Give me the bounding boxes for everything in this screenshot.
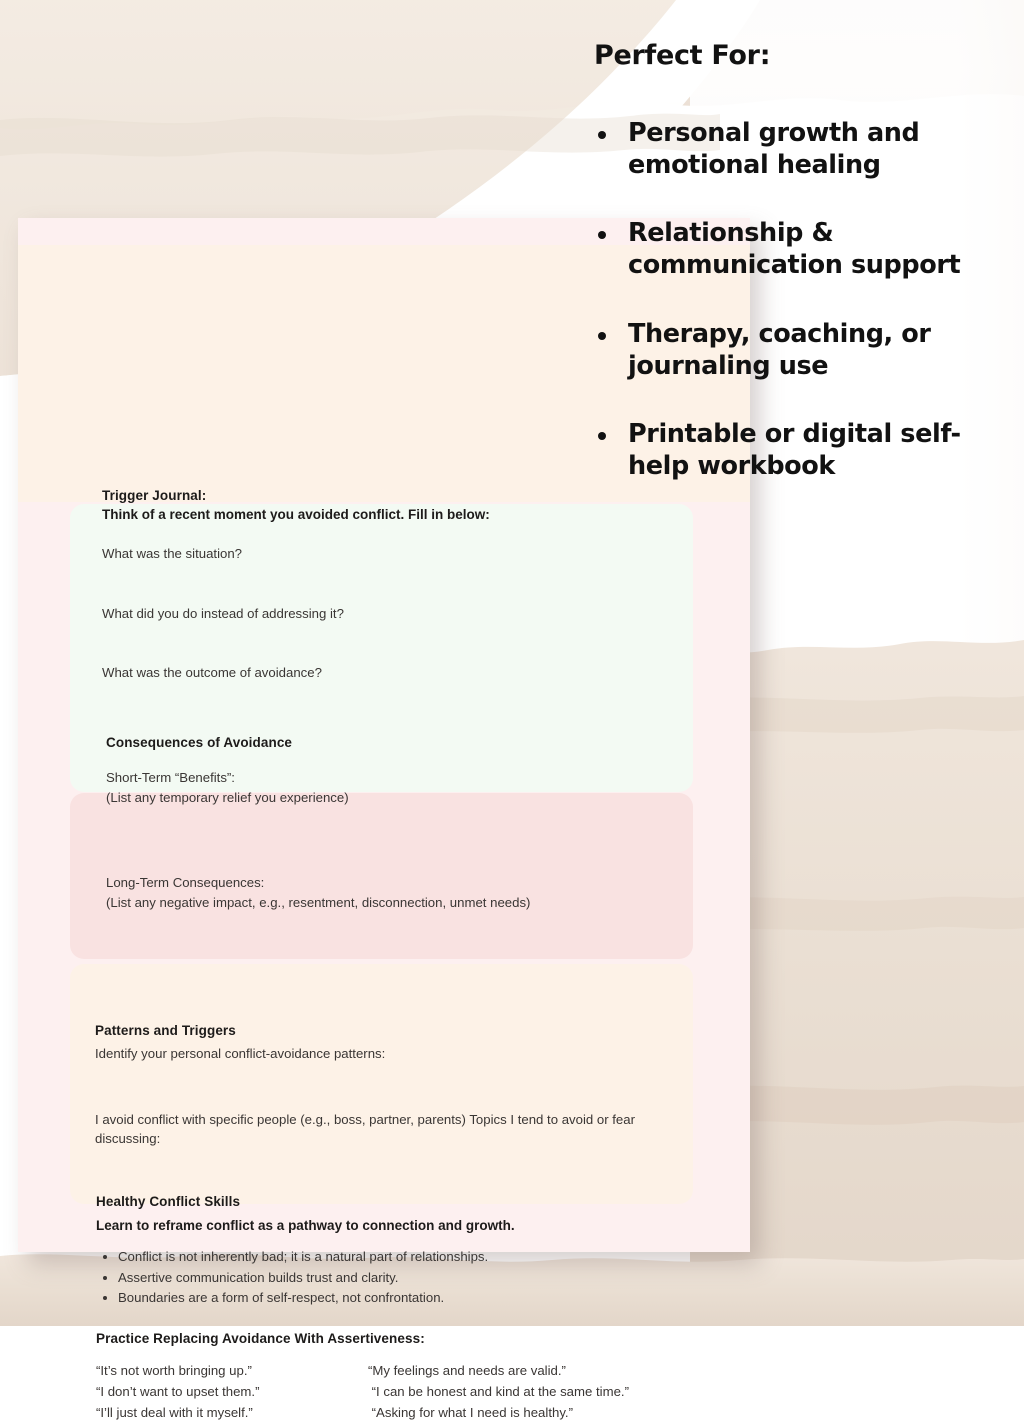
promo-bullet-item [586, 117, 1006, 181]
consequences-section [106, 733, 696, 912]
promo-panel [586, 40, 1006, 518]
trigger-journal-heading: Trigger Journal: [102, 488, 207, 503]
trigger-journal-question-2: What did you do instead of addressing it? [102, 605, 344, 621]
avoidant-phrase: “I’ll just deal with it myself.” [96, 1404, 253, 1420]
patterns-heading: Patterns and Triggers [95, 1023, 236, 1038]
skills-bullet-list [118, 1247, 696, 1308]
short-term-label: Short-Term “Benefits”: [106, 770, 235, 786]
promo-bullet-text: Printable or digital self-help workbook [628, 418, 961, 481]
practice-heading: Practice Replacing Avoidance With Assertiveness: [96, 1330, 425, 1346]
bullet-dot-icon [598, 231, 606, 239]
promo-bullet-text: Personal growth and emotional healing [628, 118, 920, 181]
skills-bullet: • Assertive communication builds trust and clarity. [118, 1268, 696, 1288]
long-term-label: Long-Term Consequences: [106, 875, 265, 891]
promo-bullet-item [586, 217, 1006, 281]
skills-heading: Healthy Conflict Skills [96, 1194, 241, 1209]
skills-lead: Learn to reframe conflict as a pathway to connection and growth. [96, 1218, 515, 1234]
trigger-journal-question-3: What was the outcome of avoidance? [102, 665, 322, 681]
promo-bullet-list [586, 117, 1006, 482]
promo-bullet-text: Therapy, coaching, or journaling use [628, 318, 931, 381]
avoidant-phrases-column [96, 1361, 368, 1424]
skills-section [96, 1192, 696, 1348]
promo-bullet-text: Relationship & communication support [628, 218, 961, 281]
bullet-dot-icon [598, 432, 606, 440]
phrase-swap-table [96, 1361, 706, 1424]
assertive-phrase: “Asking for what I need is healthy.” [368, 1404, 573, 1420]
promo-bullet-item [586, 318, 1006, 382]
trigger-journal-instruction: Think of a recent moment you avoided conflict. Fill in below: [102, 507, 490, 523]
promo-title: Perfect For: [594, 40, 771, 71]
skills-bullet: • Conflict is not inherently bad; it is a natural part of relationships. [118, 1247, 696, 1267]
assertive-phrases-column [368, 1361, 706, 1424]
long-term-hint: (List any negative impact, e.g., resentment, disconnection, unmet needs) [106, 894, 531, 910]
skills-bullet: • Boundaries are a form of self-respect, not confrontation. [118, 1288, 696, 1308]
patterns-section [95, 1021, 695, 1149]
assertive-phrase: “My feelings and needs are valid.” [368, 1363, 566, 1378]
avoidant-phrase: “I don’t want to upset them.” [96, 1383, 260, 1399]
promo-bullet-item [586, 418, 1006, 482]
consequences-heading: Consequences of Avoidance [106, 735, 293, 750]
patterns-prompt: I avoid conflict with specific people (e.g., boss, partner, parents) Topics I tend to avoid or fear discussing: [95, 1111, 635, 1147]
patterns-instruction: Identify your personal conflict-avoidance patterns: [95, 1046, 386, 1062]
bullet-dot-icon [598, 332, 606, 340]
assertive-phrase: “I can be honest and kind at the same time.” [368, 1383, 629, 1399]
avoidant-phrase: “It’s not worth bringing up.” [96, 1363, 252, 1378]
short-term-hint: (List any temporary relief you experience) [106, 789, 349, 805]
trigger-journal-question-1: What was the situation? [102, 546, 243, 562]
bullet-dot-icon [598, 131, 606, 139]
